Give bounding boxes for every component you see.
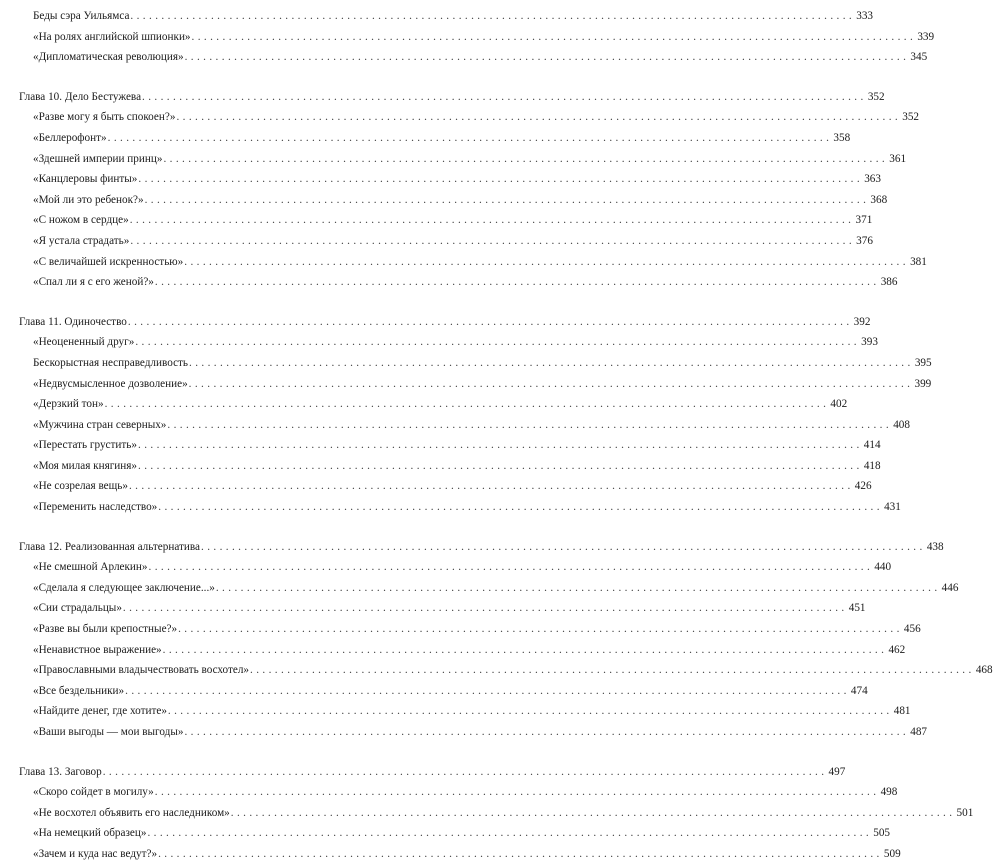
dot-leader bbox=[145, 190, 867, 211]
toc-entry bbox=[19, 272, 898, 293]
dot-leader bbox=[184, 722, 906, 743]
toc-entry bbox=[19, 557, 892, 578]
toc-entry bbox=[19, 619, 921, 640]
toc-entry-title: «Дерзкий тон» bbox=[33, 398, 104, 411]
toc-page-number: 462 bbox=[888, 643, 906, 656]
section-gap bbox=[19, 293, 438, 312]
dot-leader bbox=[189, 353, 911, 374]
toc-page-number: 418 bbox=[863, 459, 881, 472]
dot-leader bbox=[130, 231, 852, 252]
toc-entry-title: «Я устала страдать» bbox=[33, 234, 130, 247]
toc-page-number: 386 bbox=[880, 276, 898, 289]
dot-leader bbox=[176, 107, 898, 128]
toc-entry bbox=[19, 332, 878, 353]
toc-entry bbox=[19, 660, 993, 681]
section-gap bbox=[19, 68, 438, 87]
dot-leader bbox=[158, 497, 880, 518]
dot-leader bbox=[149, 557, 871, 578]
toc-entry bbox=[19, 476, 872, 497]
toc-page-number: 333 bbox=[856, 10, 873, 22]
toc-page-number: 438 bbox=[926, 540, 944, 553]
toc-entry-title: «Найдите денег, где хотите» bbox=[33, 705, 167, 718]
toc-entry-title: Глава 13. Заговор bbox=[19, 765, 102, 778]
dot-leader bbox=[147, 823, 869, 844]
toc-entry-title: «Скоро сойдет в могилу» bbox=[33, 786, 154, 799]
toc-entry-title: «Дипломатическая революция» bbox=[33, 51, 184, 64]
toc-entry bbox=[19, 415, 910, 436]
toc-entry-title: «Ненавистное выражение» bbox=[33, 643, 162, 656]
toc-entry bbox=[19, 782, 898, 803]
toc-entry-title: «Канцлеровы финты» bbox=[33, 173, 138, 186]
section-gap bbox=[19, 743, 438, 762]
toc-page-number: 474 bbox=[850, 684, 868, 697]
toc-page-number: 414 bbox=[863, 439, 881, 452]
dot-leader bbox=[125, 681, 847, 702]
dot-leader bbox=[130, 210, 852, 231]
dot-leader bbox=[138, 435, 860, 456]
toc-chapter-heading bbox=[19, 537, 944, 558]
toc-page-number: 501 bbox=[956, 806, 974, 819]
dot-leader bbox=[129, 476, 851, 497]
toc-entry bbox=[19, 722, 928, 743]
dot-leader bbox=[128, 312, 850, 333]
toc-page-number: 376 bbox=[856, 234, 873, 247]
dot-leader bbox=[163, 149, 885, 170]
toc-page-number: 358 bbox=[833, 131, 851, 144]
toc-page-number: 352 bbox=[902, 111, 920, 124]
toc-entry bbox=[19, 210, 873, 231]
toc-page-number: 339 bbox=[917, 30, 935, 43]
dot-leader bbox=[155, 782, 877, 803]
toc-entry-title: «Ваши выгоды — мои выгоды» bbox=[33, 726, 184, 738]
toc-entry bbox=[19, 374, 932, 395]
dot-leader bbox=[189, 374, 911, 395]
toc-entry-title: «Все бездельники» bbox=[33, 684, 125, 697]
toc-page-number: 408 bbox=[893, 418, 910, 431]
toc-entry-title: «Моя милая княгиня» bbox=[33, 459, 138, 472]
toc-entry bbox=[19, 27, 935, 48]
toc-page-number: 509 bbox=[883, 847, 901, 860]
dot-leader bbox=[201, 537, 923, 558]
dot-leader bbox=[250, 660, 972, 681]
toc-entry bbox=[19, 394, 848, 415]
toc-page-number: 451 bbox=[848, 602, 866, 615]
dot-leader bbox=[216, 578, 938, 599]
toc-entry-title: «Неоцененный друг» bbox=[33, 336, 135, 349]
toc-entry bbox=[19, 353, 932, 374]
toc-entry bbox=[19, 701, 911, 722]
toc-page-number: 371 bbox=[855, 214, 873, 227]
toc-page-number: 381 bbox=[910, 255, 927, 268]
toc-entry-title: «Спал ли я с его женой?» bbox=[33, 276, 154, 289]
dot-leader bbox=[184, 252, 906, 273]
toc-entry-title: «На ролях английской шпионки» bbox=[33, 30, 191, 43]
toc-entry bbox=[19, 456, 881, 477]
toc-page-number: 399 bbox=[914, 377, 932, 390]
dot-leader bbox=[192, 27, 914, 48]
toc-entry bbox=[19, 823, 891, 844]
toc-page-number: 395 bbox=[914, 356, 932, 369]
toc-entry-title: «Разве вы были крепостные?» bbox=[33, 623, 178, 636]
toc-page-number: 481 bbox=[893, 705, 911, 718]
toc-page-number: 431 bbox=[884, 501, 901, 514]
toc-entry bbox=[19, 640, 906, 661]
toc-entry bbox=[19, 844, 901, 865]
toc-entry-title: «Недвусмысленное дозволение» bbox=[33, 377, 188, 390]
dot-leader bbox=[167, 415, 889, 436]
toc-entry bbox=[19, 598, 866, 619]
toc-page-number: 505 bbox=[873, 827, 891, 840]
toc-entry-title: «На немецкий образец» bbox=[33, 827, 147, 840]
toc-entry-title: Глава 11. Одиночество bbox=[19, 315, 127, 328]
toc-page-number: 446 bbox=[941, 581, 959, 594]
toc-page-number: 456 bbox=[903, 623, 921, 636]
dot-leader bbox=[163, 640, 885, 661]
toc-entry bbox=[19, 149, 907, 170]
dot-leader bbox=[105, 394, 827, 415]
toc-entry bbox=[19, 252, 927, 273]
dot-leader bbox=[178, 619, 900, 640]
toc-chapter-heading bbox=[19, 87, 885, 108]
toc-page-number: 393 bbox=[861, 336, 878, 349]
dot-leader bbox=[138, 169, 860, 190]
dot-leader bbox=[138, 456, 860, 477]
toc-page-number: 440 bbox=[874, 561, 892, 574]
toc-entry bbox=[19, 681, 868, 702]
dot-leader bbox=[185, 47, 907, 68]
dot-leader bbox=[158, 844, 880, 865]
toc-entry-title: «Мужчина стран северных» bbox=[33, 418, 167, 431]
toc-page-number: 392 bbox=[853, 315, 871, 328]
toc-entry-title: Глава 12. Реализованная альтернатива bbox=[19, 540, 201, 553]
toc-page-number: 361 bbox=[889, 152, 907, 165]
toc-entry-title: Глава 10. Дело Бестужева bbox=[19, 90, 142, 103]
toc-entry-title: «Не восхотел объявить его наследником» bbox=[33, 806, 230, 819]
dot-leader bbox=[135, 332, 857, 353]
toc-entry-title: «Сделала я следующее заключение...» bbox=[33, 581, 215, 594]
toc-entry-title: «Не созрелая вещь» bbox=[33, 480, 128, 493]
toc-entry bbox=[19, 578, 959, 599]
toc-entry-title: «Сии страдальцы» bbox=[33, 602, 122, 615]
toc-entry bbox=[19, 803, 974, 824]
toc-entry-title: «Перестать грустить» bbox=[33, 439, 137, 452]
toc-entry bbox=[19, 169, 881, 190]
toc-page-number: 498 bbox=[880, 786, 898, 799]
toc-chapter-heading bbox=[19, 312, 871, 333]
dot-leader bbox=[123, 598, 845, 619]
toc-entry-title: «С ножом в сердце» bbox=[33, 214, 129, 227]
toc-page-number: 497 bbox=[828, 765, 846, 778]
toc-entry-title: «Здешней империи принц» bbox=[33, 152, 163, 165]
toc-page-number: 345 bbox=[910, 51, 928, 64]
toc-chapter-heading bbox=[19, 762, 846, 783]
toc-entry-title: «Мой ли это ребенок?» bbox=[33, 193, 144, 206]
dot-leader bbox=[155, 272, 877, 293]
section-gap bbox=[19, 518, 438, 537]
dot-leader bbox=[103, 762, 825, 783]
toc-entry-title: Бескорыстная несправедливость bbox=[33, 356, 189, 369]
toc-entry bbox=[19, 107, 920, 128]
dot-leader bbox=[168, 701, 890, 722]
dot-leader bbox=[108, 128, 830, 149]
toc-entry bbox=[19, 47, 928, 68]
toc-page-number: 368 bbox=[870, 193, 888, 206]
toc-entry-title: «Православными владычествовать восхотел» bbox=[33, 664, 250, 677]
toc-entry-title: «Беллерофонт» bbox=[33, 131, 107, 144]
dot-leader bbox=[130, 6, 852, 27]
toc-entry-title: «Зачем и куда нас ведут?» bbox=[33, 847, 158, 860]
toc-page-number: 426 bbox=[854, 480, 872, 493]
toc-entry bbox=[19, 190, 888, 211]
toc-entry-title: «Переменить наследство» bbox=[33, 501, 158, 514]
toc-entry-title: Беды сэра Уильямса bbox=[33, 10, 130, 22]
toc-entry-title: «Не смешной Арлекин» bbox=[33, 561, 148, 574]
toc-page-number: 363 bbox=[864, 173, 881, 186]
toc-page-number: 352 bbox=[867, 90, 885, 103]
toc-entry-title: «С величайшей искренностью» bbox=[33, 255, 184, 268]
dot-leader bbox=[142, 87, 864, 108]
toc-entry bbox=[19, 6, 873, 27]
toc-entry bbox=[19, 231, 873, 252]
toc-entry bbox=[19, 128, 851, 149]
toc-page-number: 487 bbox=[910, 726, 928, 738]
toc-entry bbox=[19, 435, 881, 456]
toc-page-number: 468 bbox=[975, 664, 993, 677]
toc-entry bbox=[19, 497, 901, 518]
toc-entry-title: «Разве могу я быть спокоен?» bbox=[33, 111, 176, 124]
toc-page-number: 402 bbox=[830, 398, 848, 411]
dot-leader bbox=[231, 803, 953, 824]
